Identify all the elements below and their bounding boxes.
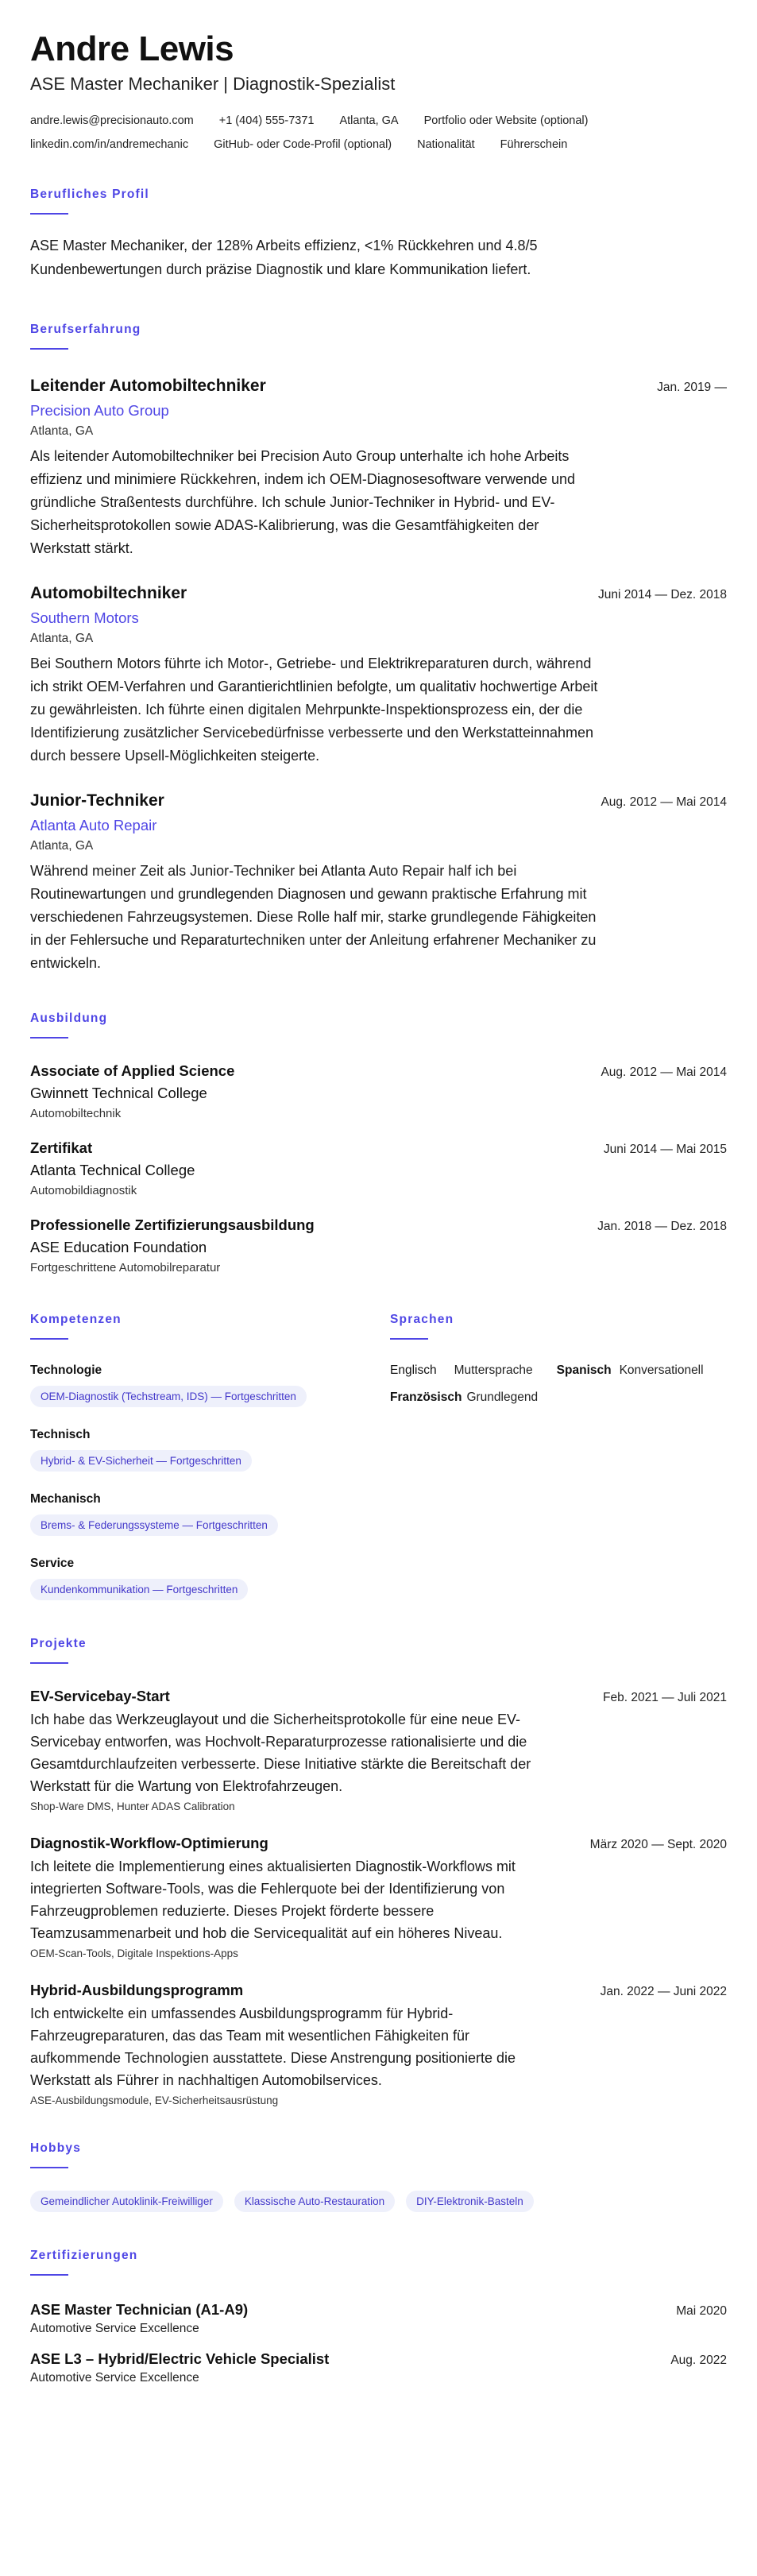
project-title: EV-Servicebay-Start xyxy=(30,1688,170,1704)
degree-title: Professionelle Zertifizierungsausbildung xyxy=(30,1216,315,1233)
skill-group xyxy=(30,1428,390,1472)
candidate-headline: ASE Master Mechaniker | Diagnostik-Spezialist xyxy=(30,74,396,94)
certification-name: ASE Master Technician (A1-A9) xyxy=(30,2301,249,2318)
skill-group xyxy=(30,1557,390,1600)
section-title: Sprachen xyxy=(390,1313,454,1326)
education-dates: Juni 2014 — Mai 2015 xyxy=(603,1143,727,1156)
project-tools: ASE-Ausbildungsmodule, EV-Sicherheitsausrüstung xyxy=(30,2094,279,2106)
language-item xyxy=(557,1363,704,1378)
resume-header xyxy=(30,29,727,151)
certification-entry xyxy=(30,2301,727,2336)
project-tools: Shop-Ware DMS, Hunter ADAS Calibration xyxy=(30,1800,235,1812)
section-divider xyxy=(30,2274,68,2276)
contact-github[interactable]: GitHub- oder Code-Profil (optional) xyxy=(214,138,392,151)
education-entry xyxy=(30,1216,727,1274)
school-name: Gwinnett Technical College xyxy=(30,1085,207,1101)
job-title: Junior-Techniker xyxy=(30,791,164,810)
skill-tag: Brems- & Federungssysteme — Fortgeschritten xyxy=(30,1514,278,1536)
language-name: Französisch xyxy=(390,1390,462,1404)
skill-group xyxy=(30,1363,390,1407)
language-level: Konversationell xyxy=(619,1363,704,1377)
section-title: Berufliches Profil xyxy=(30,188,149,201)
company-name: Atlanta Auto Repair xyxy=(30,817,157,834)
job-dates: Jan. 2019 — xyxy=(657,381,727,394)
certification-entry xyxy=(30,2350,727,2385)
certification-name: ASE L3 – Hybrid/Electric Vehicle Specialist xyxy=(30,2350,330,2367)
project-tools: OEM-Scan-Tools, Digitale Inspektions-Apps xyxy=(30,1947,238,1959)
project-dates: Feb. 2021 — Juli 2021 xyxy=(603,1691,727,1704)
section-divider xyxy=(390,1338,428,1340)
experience-entry xyxy=(30,377,727,560)
language-level: Muttersprache xyxy=(454,1363,533,1377)
skill-category: Service xyxy=(30,1557,75,1570)
job-description: Bei Southern Motors führte ich Motor-, Getriebe- und Elektrikreparaturen durch, während ich strikt OEM-Verfahren und Garantierichtlinien befolgte, um qualitativ hochwertige Arbeit zu gewährleisten. Ich führte einen digitalen Mehrpunkte-Inspektionsprozess ein, der die Identifizierung zusätzlicher Servicebedürfnisse verbesserte und den Werkstatteinnahmen durch bessere Upsell-Möglichkeiten steigerte. xyxy=(30,656,598,764)
contact-email[interactable]: andre.lewis@precisionauto.com xyxy=(30,114,194,127)
job-location: Atlanta, GA xyxy=(30,632,94,645)
education-entry xyxy=(30,1062,727,1120)
hobby-tag: DIY-Elektronik-Basteln xyxy=(406,2191,534,2212)
school-name: ASE Education Foundation xyxy=(30,1239,207,1255)
project-title: Hybrid-Ausbildungsprogramm xyxy=(30,1982,244,1998)
project-description: Ich entwickelte ein umfassendes Ausbildungsprogramm für Hybrid-Fahrzeugreparaturen, das das Team mit wesentlichen Fähigkeiten für aufkommende Technologien ausstattete. Diese Anstrengung positionierte die Werkstatt als Führer in nachhaltigen Automobilservices. xyxy=(30,2005,516,2088)
project-entry xyxy=(30,1688,727,1812)
section-title: Berufserfahrung xyxy=(30,323,141,336)
job-title: Automobiltechniker xyxy=(30,584,187,602)
candidate-name: Andre Lewis xyxy=(30,29,234,68)
certification-issuer: Automotive Service Excellence xyxy=(30,2371,199,2385)
certification-issuer: Automotive Service Excellence xyxy=(30,2322,199,2335)
education-dates: Jan. 2018 — Dez. 2018 xyxy=(597,1220,727,1233)
project-entry xyxy=(30,1982,727,2106)
languages-section xyxy=(390,1313,727,1600)
job-description: Während meiner Zeit als Junior-Techniker bei Atlanta Auto Repair half ich bei Routinewartungen und grundlegenden Diagnosen und gewann praktische Erfahrung mit verschiedenen Fahrzeugsystemen. Diese Rolle half mir, starke grundlegende Fähigkeiten in der Fehlersuche und Reparaturtechniken unter der Anleitung erfahrener Mechaniker zu entwickeln. xyxy=(30,863,597,971)
certification-date: Mai 2020 xyxy=(676,2304,727,2318)
field-of-study: Fortgeschrittene Automobilreparatur xyxy=(30,1261,221,1274)
language-name: Englisch xyxy=(390,1363,437,1377)
hobbies-section xyxy=(30,2141,727,2212)
company-name: Southern Motors xyxy=(30,609,139,626)
section-divider xyxy=(30,1338,68,1340)
contact-phone[interactable]: +1 (404) 555-7371 xyxy=(218,114,315,127)
hobby-tag: Klassische Auto-Restauration xyxy=(234,2191,395,2212)
degree-title: Associate of Applied Science xyxy=(30,1062,235,1079)
language-item xyxy=(390,1390,538,1405)
job-location: Atlanta, GA xyxy=(30,839,94,853)
contact-nationality: Nationalität xyxy=(417,138,475,151)
job-description: Als leitender Automobiltechniker bei Precision Auto Group unterhalte ich hohe Arbeits effizienz und minimiere Rückkehren, indem ich OEM-Diagnosesoftware verwende und gründliche Straßentests durchführe. Ich schule Junior-Techniker in Hybrid- und EV-Sicherheitsprotokollen sowie ADAS-Kalibrierung, was die Gesamtfähigkeiten der Werkstatt stärkt. xyxy=(30,448,575,556)
projects-section xyxy=(30,1637,727,2106)
certification-date: Aug. 2022 xyxy=(670,2354,727,2367)
section-divider xyxy=(30,348,68,350)
hobby-list xyxy=(30,2191,727,2212)
section-title: Hobbys xyxy=(30,2141,82,2155)
contact-portfolio[interactable]: Portfolio oder Website (optional) xyxy=(423,114,589,127)
project-dates: Jan. 2022 — Juni 2022 xyxy=(600,1985,727,1998)
project-title: Diagnostik-Workflow-Optimierung xyxy=(30,1835,268,1851)
section-divider xyxy=(30,1037,68,1039)
project-description: Ich leitete die Implementierung eines aktualisierten Diagnostik-Workflows mit integrierten Software-Tools, was die Fehlerquote bei der Identifizierung von Fahrzeugproblemen reduzierte. Dieses Projekt förderte bessere Teamzusammenarbeit und hob die Servicequalität auf ein höheres Niveau. xyxy=(30,1859,516,1941)
contact-location: Atlanta, GA xyxy=(339,114,399,127)
profile-section xyxy=(30,188,727,281)
skill-tag: Hybrid- & EV-Sicherheit — Fortgeschritten xyxy=(30,1450,252,1472)
contact-linkedin[interactable]: linkedin.com/in/andremechanic xyxy=(30,138,189,151)
experience-entry xyxy=(30,584,727,768)
job-dates: Juni 2014 — Dez. 2018 xyxy=(598,588,727,601)
skill-tag: OEM-Diagnostik (Techstream, IDS) — Fortgeschritten xyxy=(30,1386,307,1407)
skills-section xyxy=(30,1313,390,1600)
section-divider xyxy=(30,213,68,215)
education-dates: Aug. 2012 — Mai 2014 xyxy=(601,1066,727,1079)
language-item xyxy=(390,1363,546,1378)
project-entry xyxy=(30,1835,727,1959)
skill-group xyxy=(30,1492,390,1536)
contact-list xyxy=(30,114,713,151)
section-title: Projekte xyxy=(30,1637,87,1650)
contact-drivers-license: Führerschein xyxy=(500,138,568,151)
language-name: Spanisch xyxy=(556,1363,612,1377)
school-name: Atlanta Technical College xyxy=(30,1162,195,1178)
section-title: Zertifizierungen xyxy=(30,2249,138,2262)
degree-title: Zertifikat xyxy=(30,1139,93,1156)
skills-languages-row xyxy=(30,1313,727,1600)
job-dates: Aug. 2012 — Mai 2014 xyxy=(601,795,727,809)
job-title: Leitender Automobiltechniker xyxy=(30,377,266,395)
skill-category: Technologie xyxy=(30,1363,102,1377)
project-description: Ich habe das Werkzeuglayout und die Sicherheitsprotokolle für eine neue EV-Servicebay entworfen, was Hochvolt-Reparaturprozesse rationalisierte und die Gesamtdurchlaufzeiten verbesserte. Diese Initiative stärkte die Bereitschaft der Werkstatt für die Wartung von Elektrofahrzeugen. xyxy=(30,1712,531,1794)
experience-section xyxy=(30,323,727,975)
experience-entry xyxy=(30,791,727,975)
skill-category: Mechanisch xyxy=(30,1492,101,1506)
field-of-study: Automobiltechnik xyxy=(30,1107,122,1120)
certifications-section xyxy=(30,2249,727,2385)
project-dates: März 2020 — Sept. 2020 xyxy=(589,1838,727,1851)
field-of-study: Automobildiagnostik xyxy=(30,1184,137,1197)
education-entry xyxy=(30,1139,727,1197)
language-level: Grundlegend xyxy=(466,1390,539,1404)
hobby-tag: Gemeindlicher Autoklinik-Freiwilliger xyxy=(30,2191,223,2212)
section-divider xyxy=(30,2167,68,2168)
education-section xyxy=(30,1011,727,1274)
job-location: Atlanta, GA xyxy=(30,424,94,438)
section-divider xyxy=(30,1662,68,1664)
language-list xyxy=(390,1363,727,1405)
section-title: Kompetenzen xyxy=(30,1313,122,1326)
company-name: Precision Auto Group xyxy=(30,402,169,419)
skill-tag: Kundenkommunikation — Fortgeschritten xyxy=(30,1579,248,1600)
skill-category: Technisch xyxy=(30,1428,91,1441)
profile-summary: ASE Master Mechaniker, der 128% Arbeits effizienz, <1% Rückkehren und 4.8/5 Kundenbewertungen durch präzise Diagnostik und klare Kommunikation liefert. xyxy=(30,238,538,277)
section-title: Ausbildung xyxy=(30,1011,108,1025)
